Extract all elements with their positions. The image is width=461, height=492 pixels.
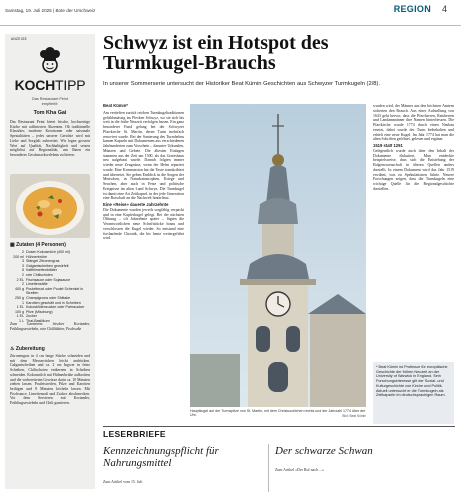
letter-text: Zum Artikel vom 15. Juli (103, 480, 143, 484)
church-tower-photo (190, 104, 366, 407)
ingredient-qty: 1 (22, 300, 24, 305)
letters-title: LESERBRIEFE (103, 429, 166, 439)
article-lead: In unserer Sommerserie untersucht der Historiker Beat Kümin Geschichten aus Schwyzer Turmkugeln (2/8). (103, 81, 381, 87)
ingredient-qty: 200 ml (13, 254, 24, 259)
dish-name: Tom Kha Gai (33, 110, 67, 116)
subhead: Eine «Reise» dauerte Jahrzehnte (103, 202, 169, 207)
ingredient-qty: 1 L (19, 318, 24, 323)
letter-headline: Der schwarze Schwan (275, 445, 373, 457)
paragraph: Am vertieften zurück reichen Turmkugeltraditionen gefühlsmässig im Flecken Schwyz, wo sie sich bis weit in die frühe Neuzeit verfolgen lassen. Ein ganz besonderer Fund gelang bei der Schwyzer Pfarrkirche St. Martin, deren Turm mehrfach renoviert wurde. Bei der Sanierung des Turmhelms kamen Kapseln mit Dokumenten aus verschiedenen Jahrhunderten zum Vorschein – darunter Urkunden, Münzen und Gebete. Die ältesten Einlagen stammen aus der Zeit um 1500, als das Gotteshaus neu aufgebaut wurde. Danach folgten immer wieder neue Zeugnisse, wenn der Helm repariert wurde. Eine Kommission hat die Texte transkribiert und übersetzt. Sie geben Einblick in die Sorgen der Menschen, in Naturkatastrophen, Kriege und Seuchen, aber auch in Feste und politische Ereignisse im alten Land Schwyz. Die Turmkugel ist damit eine Art Zeitkapsel, in der jede Generation eine Botschaft an die Nachwelt hinterlässt. (103, 110, 184, 201)
ingredient-qty: 5 (22, 268, 24, 273)
ingredient-qty: 250 g (15, 295, 24, 300)
page-number: 4 (441, 4, 447, 14)
ingredient-qty: 2 EL (16, 277, 24, 282)
section-title: REGION (393, 4, 431, 14)
kochtipp-intro: Das Restaurant Peint bietet frische, hochwertige Küche mit raffinierten Akzenten. Ob traditionelle Klassiker, moderne Kreationen oder saisonale Spezialitäten – jedes unserer Gerichte wird mit Liebe und Sorgfalt zubereitet. Wir legen grossen Wert auf Qualität, Nachhaltigkeit und setzen möglichst auf Regionalität, um Ihnen ein besonderes Geschmackserlebnis zu bieten. (10, 120, 90, 157)
article-headline: Schwyz ist ein Hotspot des Turmkugel-Brauchs (103, 32, 329, 74)
chef-hat-icon (35, 44, 65, 74)
letter-text: Zum Artikel «Der Ruf nach ...» (275, 468, 324, 472)
article-column-2 (373, 104, 454, 356)
paragraph: wurden wird, der Männer aus den höchsten Ämtern sicherten den Brauch. Aus einer Aufstellung von 1643 geht hervor, dass die Pfarrherren, Ratsherren und Landammänner ihre Namen hinterliessen. Die Pfarrkirche wurde 1774 durch einen Neubau ersetzt, dabei wurde der Turm beibehalten und erhielt eine neue Kugel. Im Jahr 1774 hat man die alten Schriften geöffnet, gelesen und ergänzt. (373, 104, 454, 142)
author-bio: * Beat Kümin ist Professor für europäische Geschichte der frühen Neuzeit an der University of Warwick in England. Sein Forschungsinteresse gilt der Sozial- und Kulturgeschichte von Kirche und Politik. Aktuell untersucht er die Turmkugeln als Zeitkapseln im deutschsprachigen Raum. (373, 362, 454, 424)
ingredient-name: Hühnerbrühe (26, 254, 47, 259)
ingredient-name: Dosen Kokosmilch (400 ml) (26, 250, 70, 254)
ingredient-qty: 1 EL (16, 305, 24, 310)
prep-heading: ♨ Zubereitung (10, 346, 45, 352)
divider (268, 444, 269, 492)
list-icon: ▦ (10, 242, 15, 248)
ingredient-name: Champignons oder Shiitake (26, 295, 71, 300)
photo-caption: Hauptkugel auf der Turmspitze von St. Martin, mit dem Christuszeichen rechts und der Jahrzahl 1774 über der Uhr. (190, 409, 366, 418)
author: Beat Kümin* (103, 104, 128, 108)
ingredient-name: Stängel Zitronengras (26, 259, 60, 264)
subhead: 1519 statt 1291 (373, 143, 403, 148)
ingredient-name: Thai-Basilikum (26, 318, 50, 323)
ingredient-name: Pouletbrust oder Poulet Schenkel in Streifen (26, 286, 84, 296)
ingredient-qty: 2 (22, 282, 24, 287)
paragraph: Gelegentlich wurde auch über den Inhalt der Dokumente diskutiert. Man entdeckte beispielsweise, dass sich die Entstehung der Eidgenossenschaft in älteren Quellen anders darstellt. In einem Dokument wird das Jahr 1519 erwähnt, was zu Spekulationen führte. Neuere Forschungen zeigen, dass die Turmkugeln eine wichtige Quelle für die Regionalgeschichte darstellen. (373, 148, 454, 191)
soup-photo (10, 174, 90, 238)
ingredients-heading: ▦ Zutaten (4 Personen) (10, 242, 66, 248)
ingredient-name: Zucker (26, 314, 37, 319)
ingredient-name: Pilze (Mischung) (26, 309, 53, 314)
pot-icon: ♨ (10, 346, 15, 352)
kochtipp-box (5, 34, 95, 489)
kochtipp-logo: KOCHTIPP (14, 77, 86, 93)
ingredient-name: Galgantscheiben gewürfelt (26, 263, 69, 268)
dateline: Samstag, 19. Juli 2025 | Bote der Urschweiz (5, 8, 96, 13)
article-column-1 (103, 104, 184, 422)
ingredient-row (10, 287, 90, 296)
ingredient-qty: 2 (22, 250, 24, 254)
ad-tag: ANZEIGE (11, 37, 28, 41)
page-header (0, 0, 461, 26)
ingredient-name: Limettensäfte (26, 282, 48, 287)
ingredients-list (10, 250, 90, 324)
ingredient-name: Kaffirlimettenblätter (26, 268, 57, 273)
ingredient-qty: 400 g (15, 286, 24, 291)
ingredient-name: rote Chilischoten (26, 272, 53, 277)
ingredient-qty: 3 (22, 263, 24, 268)
prep-text: Zitronengras in 4 cm lange Stücke schneiden und mit dem Messerrücken leicht andrücken. Galgantscheiben und ca. 2 cm Ingwer in feine Scheiben, Chilischoten entkernen in Scheiben schneiden. Kokosmilch mit Hühnerbrühe aufkochen und die vorbereiteten Gewürze darin ca. 10 Minuten ziehen lassen. Pouletstreifen, Pilze und Karotten beifügen und 8 Minuten köcheln lassen. Mit Fischsauce, Limettensaft und Zucker abschmecken. Vor dem Servieren mit Koriander, Frühlingszwiebeln und Chili garnieren. (10, 354, 90, 406)
ingredient-qty: 100 g (15, 309, 24, 314)
ingredient-name: Fischsauce oder Sojasauce (26, 277, 71, 282)
letter-headline: Kennzeichnungspflicht für Nahrungsmittel (103, 445, 219, 469)
garnish-text: Zum Garnieren: frischer Koriander, Frühlingszwiebeln, rote Chiliblätter, Fischsoße (10, 322, 90, 331)
recommends-label: empfiehlt: (41, 102, 59, 106)
ingredient-name: Kokosblütenzucker oder Palmzucker (26, 305, 85, 310)
ingredient-qty: 2 (22, 272, 24, 277)
restaurant-name: Das Restaurant Peint (31, 97, 69, 101)
ingredient-qty: 1 EL (16, 314, 24, 319)
paragraph: Die Dokumente wurden jeweils sorgfältig verpackt und in eine Kupferkugel gelegt. Bei der nächsten Öffnung – oft Jahrzehnte später – fügten die Verantwortlichen neue Schriftstücke hinzu und verschlossen die Kugel wieder. So entstand eine fortlaufende Chronik, die bis heute weitergeführt wird. (103, 207, 184, 241)
ingredient-name: Karotten geschält und in Scheiben (26, 300, 81, 305)
ingredient-qty: 3 (22, 259, 24, 264)
photo-credit: Bild: Beat Kümin (342, 414, 366, 418)
divider (103, 426, 455, 427)
